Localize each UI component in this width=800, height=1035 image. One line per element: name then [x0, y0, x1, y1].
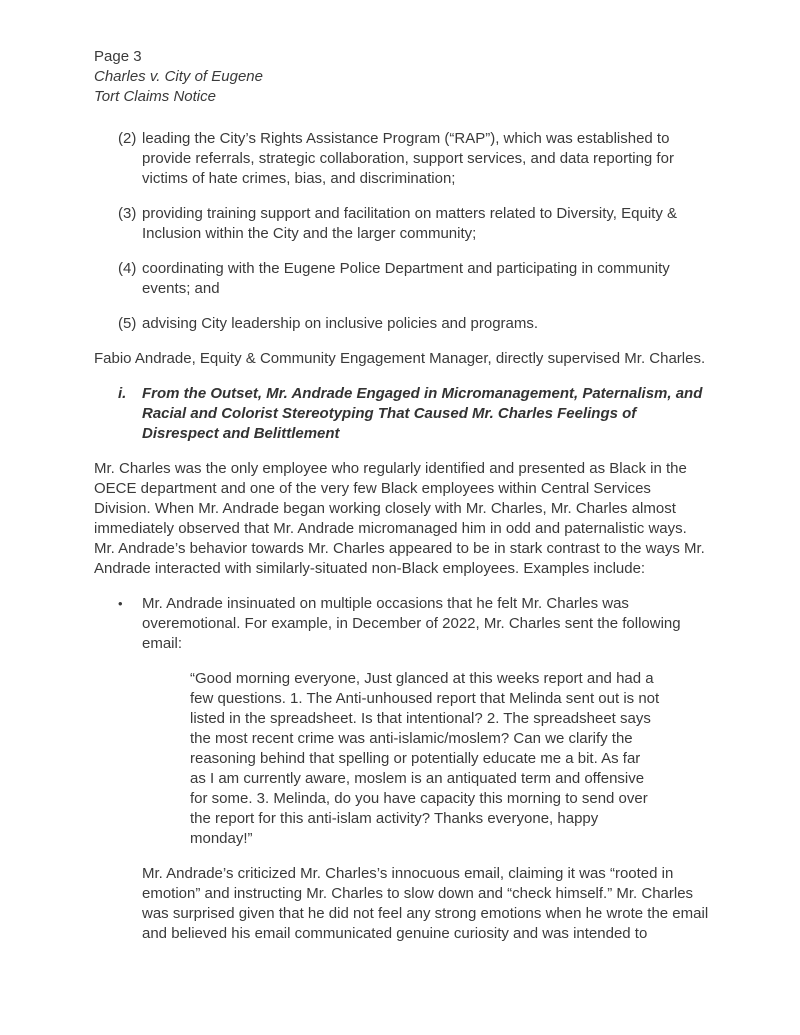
numbered-item-5: [118, 314, 710, 334]
bullet-item: [118, 594, 710, 654]
item-number: (3): [118, 205, 137, 222]
item-text: providing training support and facilitation on matters related to Diversity, Equity & Inclusion within the City and the larger community;: [142, 205, 677, 242]
item-number: (5): [118, 315, 137, 332]
case-title: Charles v. City of Eugene: [94, 68, 263, 85]
section-heading: [118, 384, 710, 444]
numbered-item-2: [118, 129, 710, 189]
page-number: Page 3: [94, 48, 142, 65]
doc-title: Tort Claims Notice: [94, 88, 216, 105]
context-paragraph: Mr. Charles was the only employee who regularly identified and presented as Black in the OECE department and one of the very few Black employees within Central Services Division. When Mr. Andrade began working closely with Mr. Charles, Mr. Charles almost immediately observed that Mr. Andrade micromanaged him in odd and paternalistic ways. Mr. Andrade’s behavior towards Mr. Charles appeared to be in stark contrast to the ways Mr. Andrade interacted with similarly-situated non-Black employees. Examples include:: [94, 460, 705, 577]
numbered-item-3: [118, 204, 710, 244]
item-number: (2): [118, 130, 137, 147]
supervisor-paragraph: Fabio Andrade, Equity & Community Engagement Manager, directly supervised Mr. Charles.: [94, 350, 706, 367]
document-header: [94, 47, 710, 107]
bullet-icon: •: [118, 596, 123, 611]
closing-paragraph: Mr. Andrade’s criticized Mr. Charles’s innocuous email, claiming it was “rooted in emotion” and instructing Mr. Charles to slow down and “check himself.” Mr. Charles was surprised given that he did not feel any strong emotions when he wrote the email and believed his email communicated genuine curiosity and was intended to: [142, 865, 709, 942]
numbered-item-4: [118, 259, 710, 299]
bullet-text: Mr. Andrade insinuated on multiple occasions that he felt Mr. Charles was overemotional. For example, in December of 2022, Mr. Charles sent the following email:: [142, 595, 681, 652]
item-text: leading the City’s Rights Assistance Program (“RAP”), which was established to provide referrals, strategic collaboration, support services, and data reporting for victims of hate crimes, bias, and discrimination;: [142, 130, 674, 187]
item-text: advising City leadership on inclusive policies and programs.: [142, 315, 539, 332]
email-quote: “Good morning everyone, Just glanced at this weeks report and had a few questions. 1. The Anti-unhoused report that Melinda sent out is not listed in the spreadsheet. Is that intentional? 2. The spreadsheet says the most recent crime was anti-islamic/moslem? Can we clarify the reasoning behind that spelling or potentially educate me a bit. As far as I am currently aware, moslem is an antiquated term and offensive for some. 3. Melinda, do you have capacity this morning to send over the report for this anti-islam activity? Thanks everyone, happy monday!”: [190, 670, 660, 847]
item-text: coordinating with the Eugene Police Department and participating in community events; and: [142, 260, 670, 297]
item-number: (4): [118, 260, 137, 277]
heading-text: From the Outset, Mr. Andrade Engaged in Micromanagement, Paternalism, and Racial and Colorist Stereotyping That Caused Mr. Charles Feelings of Disrespect and Belittlement: [142, 385, 703, 442]
heading-numeral: i.: [118, 385, 127, 402]
